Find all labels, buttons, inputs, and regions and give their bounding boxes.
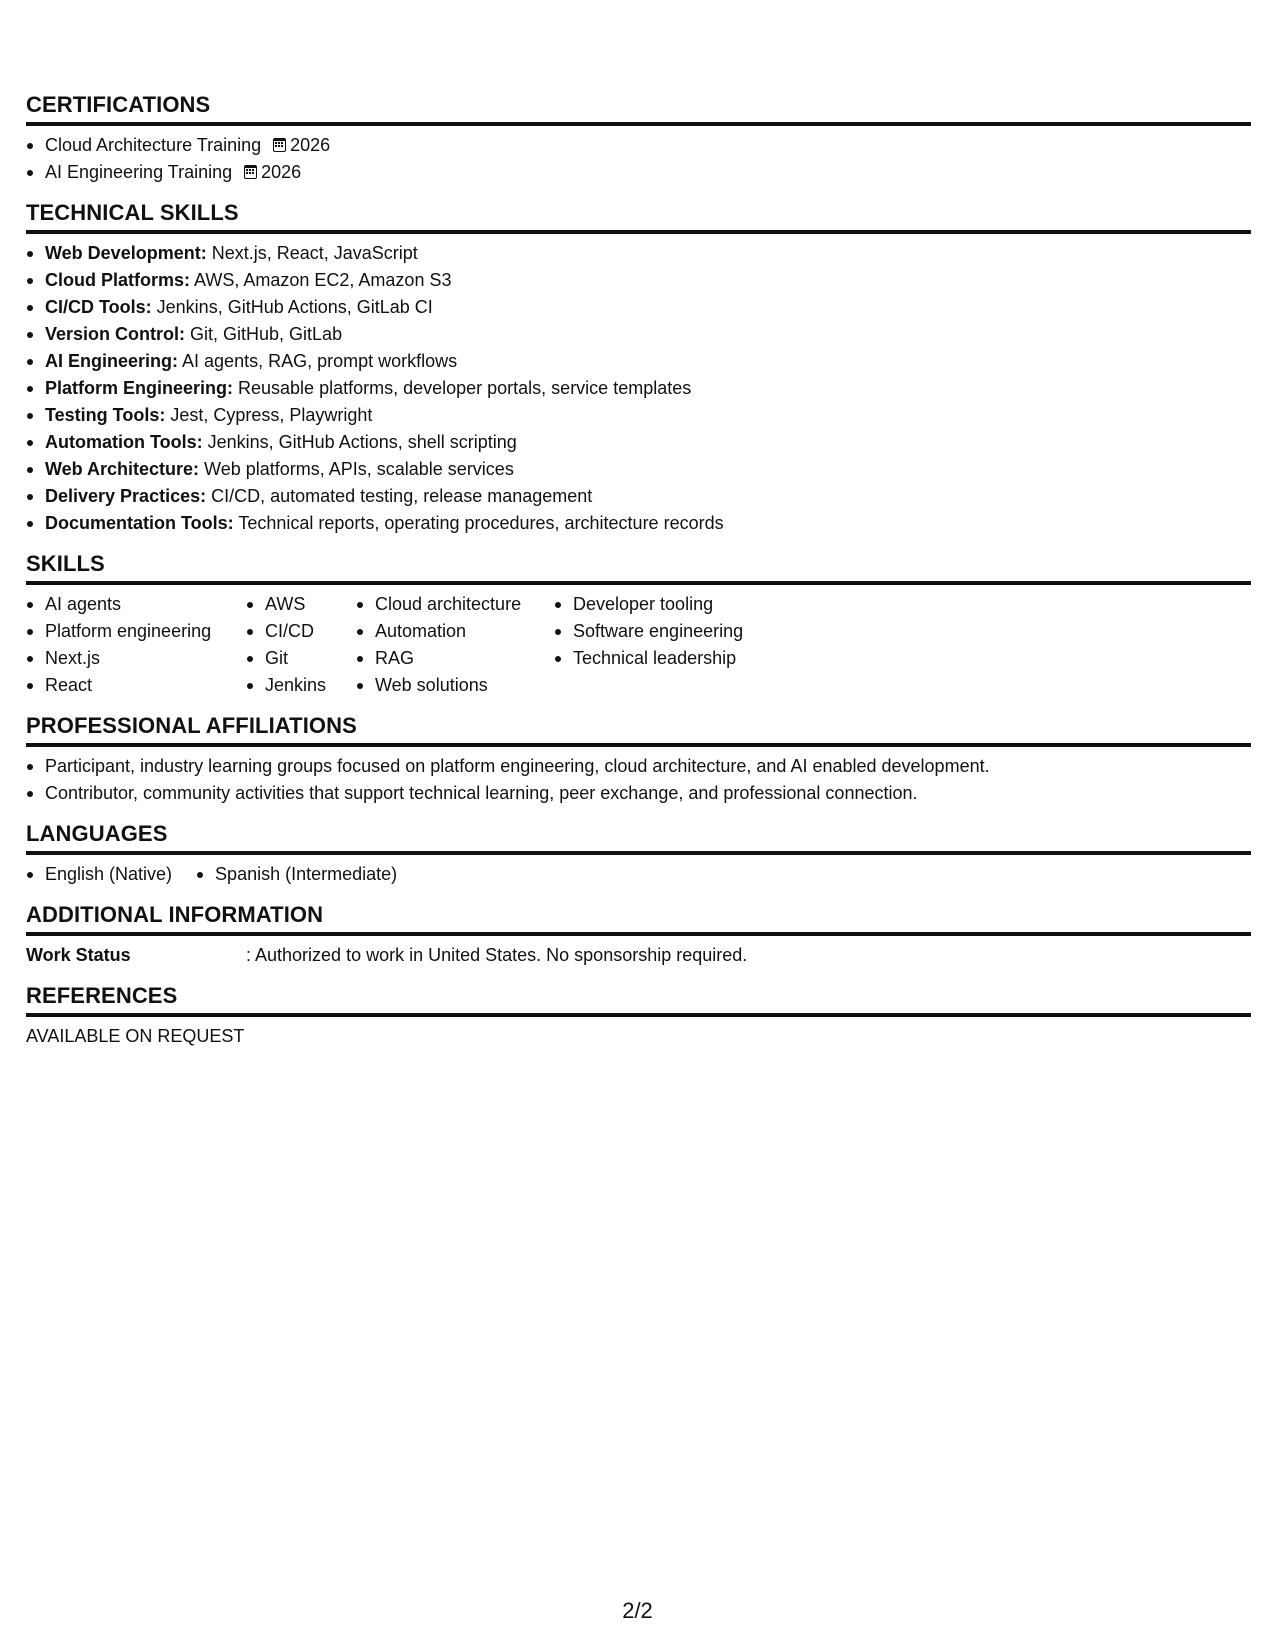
technical-skill-value: Next.js, React, JavaScript (206, 243, 418, 263)
skill-item: React (26, 672, 246, 699)
page-number: 2/2 (622, 1598, 653, 1623)
skill-item: RAG (356, 645, 554, 672)
technical-skill-label: Documentation Tools: (45, 513, 234, 533)
skills-grid (26, 591, 1251, 699)
calendar-icon (273, 138, 286, 152)
technical-skill-value: Git, GitHub, GitLab (185, 324, 343, 344)
certification-year: 2026 (290, 135, 331, 155)
technical-skill-label: Version Control: (45, 324, 186, 344)
skill-item: Platform engineering (26, 618, 246, 645)
skill-item: Cloud architecture (356, 591, 554, 618)
technical-skill-item (26, 483, 1251, 510)
affiliations-list (26, 753, 1251, 807)
section-title-references: REFERENCES (26, 983, 1251, 1017)
language-item: English (Native) (26, 861, 172, 888)
technical-skill-item (26, 510, 1251, 537)
technical-skill-label: Cloud Platforms: (45, 270, 191, 290)
skill-item: AI agents (26, 591, 246, 618)
technical-skill-value: Web platforms, APIs, scalable services (199, 459, 514, 479)
technical-skill-item (26, 267, 1251, 294)
affiliation-item: Contributor, community activities that support technical learning, peer exchange, and professional connection. (26, 780, 1251, 807)
technical-skill-value: Jenkins, GitHub Actions, shell scripting (202, 432, 517, 452)
skill-item: Automation (356, 618, 554, 645)
technical-skill-label: CI/CD Tools: (45, 297, 152, 317)
technical-skill-label: Web Development: (45, 243, 207, 263)
references-section (26, 983, 1251, 1050)
certifications-section (26, 92, 1251, 186)
certification-name: AI Engineering Training (45, 162, 233, 182)
calendar-icon (244, 165, 257, 179)
work-status-label: Work Status (26, 945, 131, 965)
section-title-skills: SKILLS (26, 551, 1251, 585)
certification-name: Cloud Architecture Training (45, 135, 262, 155)
technical-skill-label: Platform Engineering: (45, 378, 234, 398)
certification-item (26, 159, 1251, 186)
work-status-row (26, 942, 1251, 969)
certifications-list (26, 132, 1251, 186)
technical-skill-item (26, 321, 1251, 348)
technical-skills-section (26, 200, 1251, 537)
skill-item: Software engineering (554, 618, 794, 645)
skills-column (356, 591, 554, 699)
section-title-additional-info: ADDITIONAL INFORMATION (26, 902, 1251, 936)
section-title-affiliations: PROFESSIONAL AFFILIATIONS (26, 713, 1251, 747)
technical-skill-label: Web Architecture: (45, 459, 200, 479)
technical-skill-value: Reusable platforms, developer portals, service templates (233, 378, 692, 398)
technical-skill-value: AWS, Amazon EC2, Amazon S3 (190, 270, 452, 290)
skill-item: Technical leadership (554, 645, 794, 672)
technical-skills-list (26, 240, 1251, 537)
technical-skill-value: AI agents, RAG, prompt workflows (178, 351, 458, 371)
skill-item: Developer tooling (554, 591, 794, 618)
work-status-value: : Authorized to work in United States. No sponsorship required. (246, 945, 748, 965)
technical-skill-item (26, 429, 1251, 456)
affiliation-item: Participant, industry learning groups focused on platform engineering, cloud architecture, and AI enabled development. (26, 753, 1251, 780)
skill-item: AWS (246, 591, 356, 618)
resume-page (26, 92, 1251, 1050)
section-title-languages: LANGUAGES (26, 821, 1251, 855)
technical-skill-label: Delivery Practices: (45, 486, 207, 506)
technical-skill-label: Testing Tools: (45, 405, 166, 425)
technical-skill-item (26, 240, 1251, 267)
technical-skill-value: CI/CD, automated testing, release management (206, 486, 593, 506)
additional-info-section (26, 902, 1251, 969)
technical-skill-item (26, 402, 1251, 429)
section-title-certifications: CERTIFICATIONS (26, 92, 1251, 126)
section-title-technical-skills: TECHNICAL SKILLS (26, 200, 1251, 234)
technical-skill-label: Automation Tools: (45, 432, 203, 452)
language-item: Spanish (Intermediate) (196, 861, 397, 888)
technical-skill-item (26, 456, 1251, 483)
skill-item: Git (246, 645, 356, 672)
skill-item: Jenkins (246, 672, 356, 699)
technical-skill-value: Jenkins, GitHub Actions, GitLab CI (151, 297, 433, 317)
skill-item: CI/CD (246, 618, 356, 645)
technical-skill-item (26, 294, 1251, 321)
technical-skill-item (26, 348, 1251, 375)
certification-item (26, 132, 1251, 159)
technical-skill-value: Technical reports, operating procedures, architecture records (233, 513, 724, 533)
skills-section (26, 551, 1251, 699)
skills-column (246, 591, 356, 699)
languages-section (26, 821, 1251, 888)
skills-column (26, 591, 246, 699)
languages-list (26, 861, 1251, 888)
skill-item: Web solutions (356, 672, 554, 699)
technical-skill-item (26, 375, 1251, 402)
references-text: AVAILABLE ON REQUEST (26, 1026, 245, 1046)
technical-skill-value: Jest, Cypress, Playwright (165, 405, 373, 425)
skills-column (554, 591, 794, 699)
skill-item: Next.js (26, 645, 246, 672)
technical-skill-label: AI Engineering: (45, 351, 179, 371)
certification-year: 2026 (261, 162, 302, 182)
affiliations-section (26, 713, 1251, 807)
